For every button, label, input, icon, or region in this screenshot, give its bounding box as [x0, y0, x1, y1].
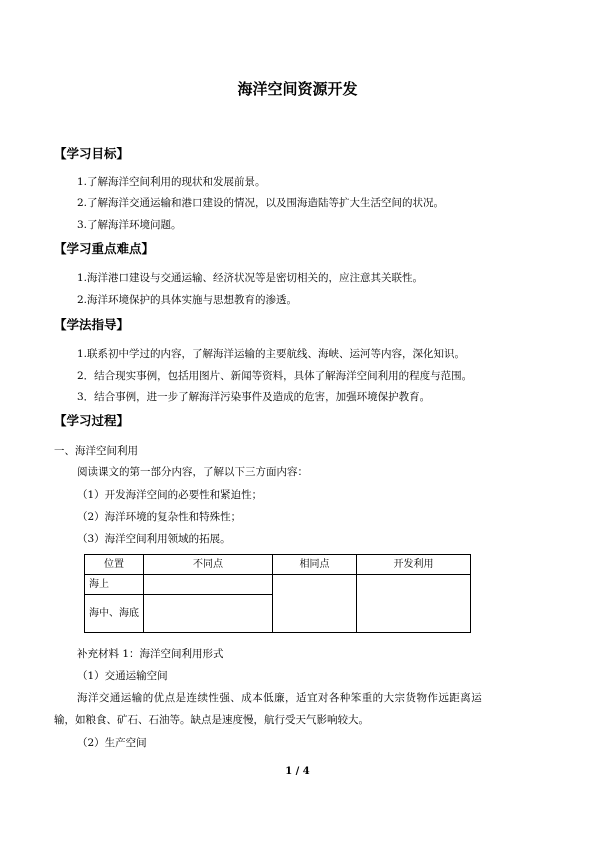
- page-title: 海洋空间资源开发: [237, 80, 358, 98]
- table-cell: [357, 575, 471, 633]
- table-header-cell: 相同点: [273, 555, 357, 575]
- section-heading-goals: 【学习目标】: [54, 146, 130, 161]
- method-item: 3．结合事例，进一步了解海洋污染事件及造成的危害，加强环境保护教育。: [77, 391, 431, 403]
- key-point-item: 1.海洋港口建设与交通运输、经济状况等是密切相关的，应注意其关联性。: [77, 272, 424, 284]
- table-row-label: 海上: [85, 575, 144, 595]
- table-cell: [273, 575, 357, 633]
- method-item: 2．结合现实事例，包括用图片、新闻等资料，具体了解海洋空间利用的程度与范围。: [77, 370, 473, 382]
- table-cell: [144, 595, 273, 633]
- section-heading-process: 【学习过程】: [54, 413, 130, 428]
- table-cell: [144, 575, 273, 595]
- sub-heading: （1）交通运输空间: [77, 670, 168, 682]
- section-heading-method: 【学法指导】: [54, 317, 130, 332]
- method-item: 1.联系初中学过的内容，了解海洋运输的主要航线、海峡、运河等内容，深化知识。: [77, 348, 466, 360]
- table-header-cell: 不同点: [144, 555, 273, 575]
- table-header-cell: 开发利用: [357, 555, 471, 575]
- comparison-table: [84, 554, 471, 633]
- goal-item: 1.了解海洋空间利用的现状和发展前景。: [77, 176, 266, 188]
- paragraph-line: 输，如粮食、矿石、石油等。缺点是速度慢，航行受天气影响较大。: [54, 714, 369, 726]
- table-header-cell: 位置: [85, 555, 144, 575]
- paragraph-line: 海洋交通运输的优点是连续性强、成本低廉，适宜对各种笨重的大宗货物作远距离运: [77, 692, 483, 704]
- intro-text: 阅读课文的第一部分内容，了解以下三方面内容：: [77, 466, 308, 478]
- key-point-item: 2.海洋环境保护的具体实施与思想教育的渗透。: [77, 294, 298, 306]
- sub-heading: （2）生产空间: [77, 737, 147, 749]
- goal-item: 2.了解海洋交通运输和港口建设的情况，以及围海造陆等扩大生活空间的状况。: [77, 197, 445, 209]
- table-row-label: 海中、海底: [85, 595, 144, 633]
- process-item: （1）开发海洋空间的必要性和紧迫性；: [77, 489, 263, 501]
- supplement-title: 补充材料 1：海洋空间利用形式: [77, 648, 224, 660]
- part-heading: 一、海洋空间利用: [54, 445, 138, 457]
- goal-item: 3.了解海洋环境问题。: [77, 219, 182, 231]
- process-item: （2）海洋环境的复杂性和特殊性；: [77, 511, 242, 523]
- process-item: （3）海洋空间利用领域的拓展。: [77, 533, 231, 545]
- section-heading-key-points: 【学习重点难点】: [54, 241, 155, 256]
- page-number: 1 / 4: [285, 766, 310, 777]
